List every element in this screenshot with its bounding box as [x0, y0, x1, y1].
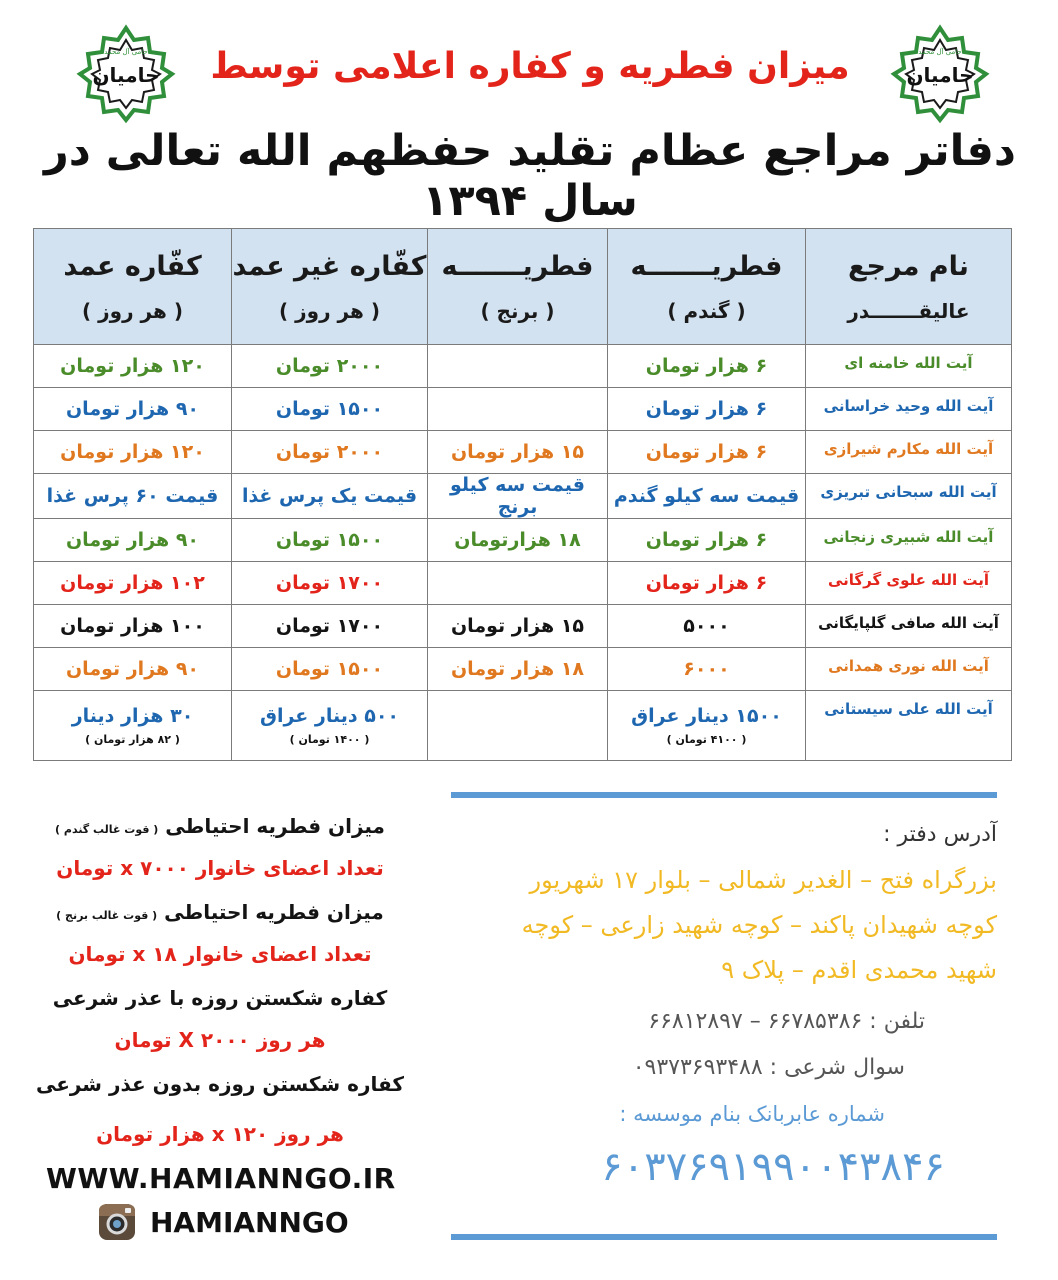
- table-row: [34, 648, 1012, 691]
- hamian-logo-right: [888, 22, 992, 126]
- address-label: آدرس دفتر :: [883, 822, 997, 847]
- fitrah-rice-value: ۱۸ هزارتومان: [428, 519, 608, 562]
- phone-numbers: تلفن : ۶۶۷۸۵۳۸۶ – ۶۶۸۱۲۸۹۷: [648, 1009, 925, 1034]
- kaffarah-intentional-value: ۱۲۰ هزار تومان: [34, 431, 232, 474]
- hamian-logo-icon: [74, 22, 178, 126]
- table-row: [34, 605, 1012, 648]
- address-line-3: شهید محمدی اقدم – پلاک ۹: [721, 956, 997, 984]
- kaffarah-intentional-value: ۱۰۲ هزار تومان: [34, 562, 232, 605]
- marja-name: آیت الله علوی گرگانی: [806, 562, 1012, 605]
- table-row: [34, 474, 1012, 519]
- kaffarah-with-excuse-title: کفاره شکستن روزه با عذر شرعی: [52, 986, 388, 1010]
- fitrah-wheat-value: قیمت سه کیلو گندم: [608, 474, 806, 519]
- kaffarah-without-excuse-formula: هر روز x ۱۲۰ هزار تومان: [96, 1122, 344, 1146]
- fitrah-kaffarah-table: [33, 228, 1012, 761]
- precaution-fitrah-wheat-formula: تعداد اعضای خانوار x ۷۰۰۰ تومان: [56, 856, 384, 880]
- kaffarah-unintentional-value: ۱۵۰۰ تومان: [232, 388, 428, 431]
- marja-name: آیت الله خامنه ای: [806, 345, 1012, 388]
- bank-card-label: شماره عابربانک بنام موسسه :: [619, 1102, 885, 1126]
- table-header-row: [34, 229, 1012, 345]
- precaution-fitrah-rice-formula: تعداد اعضای خانوار x ۱۸ تومان: [68, 942, 372, 966]
- fitrah-rice-value: [428, 345, 608, 388]
- header-fitrah-wheat: فطریـــــــه ( گندم ): [608, 229, 806, 345]
- header-marja-name: نام مرجع عالیقـــــــدر: [806, 229, 1012, 345]
- fitrah-rice-value: [428, 691, 608, 761]
- table-row: [34, 691, 1012, 761]
- marja-name: آیت الله نوری همدانی: [806, 648, 1012, 691]
- svg-text:حامیان: حامیان: [906, 63, 974, 87]
- separator-line-top: [451, 792, 997, 798]
- title-line-1: میزان فطریه و کفاره اعلامی توسط: [210, 46, 850, 87]
- kaffarah-unintentional-value: ۱۵۰۰ تومان: [232, 519, 428, 562]
- hamian-logo-left: [74, 22, 178, 126]
- kaffarah-unintentional-value: ۱۷۰۰ تومان: [232, 605, 428, 648]
- kaffarah-intentional-value: ۹۰ هزار تومان: [34, 648, 232, 691]
- instagram-link[interactable]: [98, 1200, 349, 1244]
- precaution-notes: [30, 812, 410, 1148]
- kaffarah-unintentional-value: ۱۵۰۰ تومان: [232, 648, 428, 691]
- bank-card-number: ۶۰۳۷۶۹۱۹۹۰۰۴۳۸۴۶: [601, 1144, 945, 1190]
- fitrah-wheat-value: ۶ هزار تومان: [608, 431, 806, 474]
- address-line-1: بزرگراه فتح – الغدیر شمالی – بلوار ۱۷ شهریور: [529, 866, 997, 894]
- hamian-logo-icon: [888, 22, 992, 126]
- marja-name: آیت الله صافی گلپایگانی: [806, 605, 1012, 648]
- fitrah-wheat-value: ۶ هزار تومان: [608, 345, 806, 388]
- sharia-question-phone: سوال شرعی : ۰۹۳۷۳۶۹۳۴۸۸: [632, 1055, 905, 1080]
- marja-name: آیت الله شبیری زنجانی: [806, 519, 1012, 562]
- separator-line-bottom: [451, 1234, 997, 1240]
- kaffarah-unintentional-value: قیمت یک پرس غذا: [232, 474, 428, 519]
- kaffarah-without-excuse-title: کفاره شکستن روزه بدون عذر شرعی: [35, 1072, 405, 1096]
- fitrah-rice-value: ۱۵ هزار تومان: [428, 605, 608, 648]
- table-row: [34, 345, 1012, 388]
- fitrah-wheat-value: ۵۰۰۰: [608, 605, 806, 648]
- svg-text:حامیان: حامیان: [92, 63, 160, 87]
- table-row: [34, 431, 1012, 474]
- fitrah-rice-value: قیمت سه کیلو برنج: [428, 474, 608, 519]
- table-row: [34, 519, 1012, 562]
- fitrah-rice-value: [428, 388, 608, 431]
- svg-text:حامی آل محمد: حامی آل محمد: [918, 48, 962, 56]
- kaffarah-intentional-value: ۱۰۰ هزار تومان: [34, 605, 232, 648]
- kaffarah-unintentional-value: ۱۷۰۰ تومان: [232, 562, 428, 605]
- fitrah-wheat-value: ۶ هزار تومان: [608, 388, 806, 431]
- marja-name: آیت الله سبحانی تبریزی: [806, 474, 1012, 519]
- fitrah-wheat-value: ۶ هزار تومان: [608, 519, 806, 562]
- title-line-2: دفاتر مراجع عظام تقلید حفظهم الله تعالی در سال ۱۳۹۴: [44, 126, 1016, 226]
- header-fitrah-rice: فطریـــــــه ( برنج ): [428, 229, 608, 345]
- instagram-handle: HAMIANNGO: [150, 1205, 349, 1239]
- kaffarah-intentional-value: ۱۲۰ هزار تومان: [34, 345, 232, 388]
- kaffarah-intentional-value: ۹۰ هزار تومان: [34, 388, 232, 431]
- website-link[interactable]: WWW.HAMIANNGO.IR: [46, 1162, 396, 1195]
- address-line-2: کوچه شهیدان پاکند – کوچه شهید زارعی – کوچه: [521, 911, 997, 939]
- fitrah-rice-value: ۱۸ هزار تومان: [428, 648, 608, 691]
- kaffarah-unintentional-value: ۵۰۰ دینار عراق ( ۱۴۰۰ تومان ): [232, 691, 428, 761]
- fitrah-rice-value: [428, 562, 608, 605]
- instagram-icon: [98, 1203, 136, 1241]
- header-kaffarah-unintentional: کفّاره غیر عمد ( هر روز ): [232, 229, 428, 345]
- header-kaffarah-intentional: کفّاره عمد ( هر روز ): [34, 229, 232, 345]
- marja-name: آیت الله مکارم شیرازی: [806, 431, 1012, 474]
- kaffarah-intentional-value: ۹۰ هزار تومان: [34, 519, 232, 562]
- svg-text:حامی آل محمد: حامی آل محمد: [104, 48, 148, 56]
- kaffarah-unintentional-value: ۲۰۰۰ تومان: [232, 431, 428, 474]
- kaffarah-with-excuse-formula: هر روز X ۲۰۰۰ تومان: [114, 1028, 326, 1052]
- fitrah-rice-value: ۱۵ هزار تومان: [428, 431, 608, 474]
- table-row: [34, 388, 1012, 431]
- kaffarah-intentional-value: قیمت ۶۰ پرس غذا: [34, 474, 232, 519]
- table-row: [34, 562, 1012, 605]
- marja-name: آیت الله وحید خراسانی: [806, 388, 1012, 431]
- precaution-fitrah-wheat-title: میزان فطریه احتیاطی ( قوت غالب گندم ): [55, 814, 385, 838]
- precaution-fitrah-rice-title: میزان فطریه احتیاطی ( قوت غالب برنج ): [56, 900, 384, 924]
- fitrah-wheat-value: ۶۰۰۰: [608, 648, 806, 691]
- fitrah-wheat-value: ۱۵۰۰ دینار عراق ( ۴۱۰۰ تومان ): [608, 691, 806, 761]
- contact-info: [451, 820, 997, 1197]
- kaffarah-unintentional-value: ۲۰۰۰ تومان: [232, 345, 428, 388]
- marja-name: آیت الله علی سیستانی: [806, 691, 1012, 761]
- fitrah-wheat-value: ۶ هزار تومان: [608, 562, 806, 605]
- kaffarah-intentional-value: ۳۰ هزار دینار ( ۸۲ هزار تومان ): [34, 691, 232, 761]
